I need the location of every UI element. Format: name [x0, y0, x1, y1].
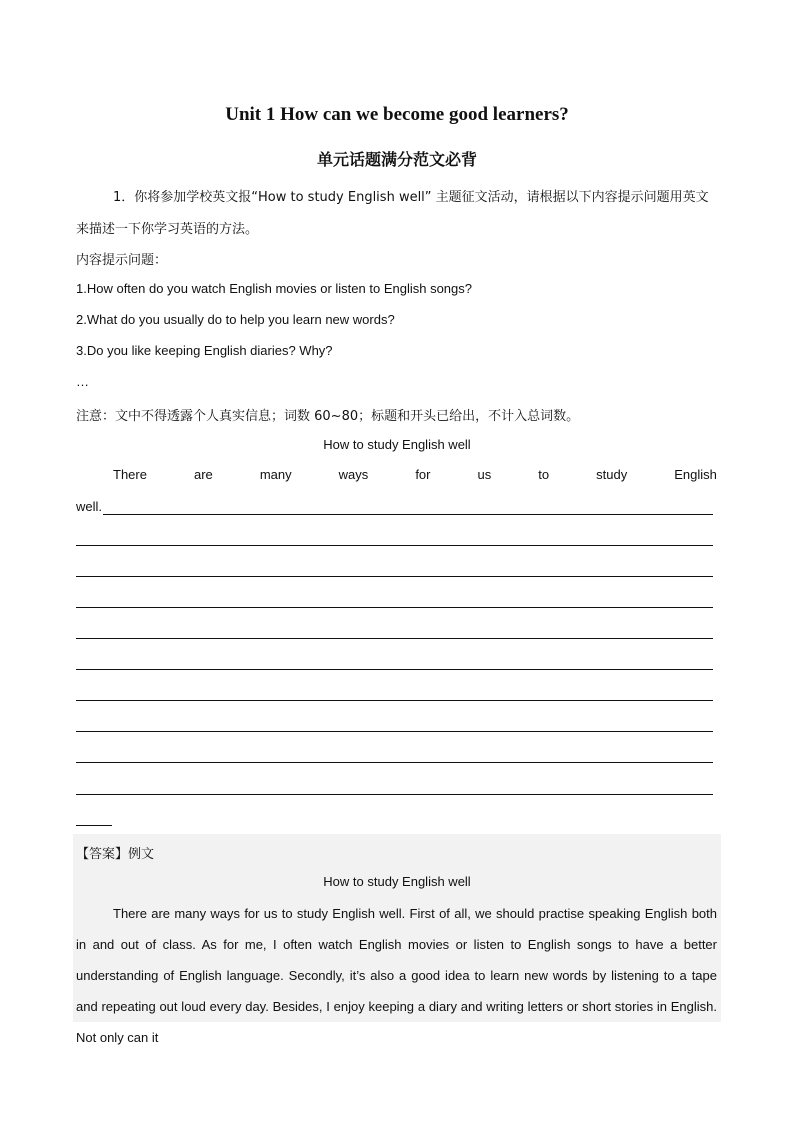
- answer-line[interactable]: [76, 731, 713, 732]
- sample-essay-text: There are many ways for us to study English well. First of all, we should practise speaking English both in and out of class. As for me, I often watch English movies or listen to English songs to have a better understanding of English language. Secondly, it’s also a good idea to learn new words by listening to a tape and repeating out loud every day. Besides, I enjoy keeping a diary and writing letters or short stories in English. Not only can it: [76, 906, 717, 1045]
- essay-heading: How to study English well: [323, 437, 471, 452]
- answer-line[interactable]: [76, 762, 713, 763]
- prompt-heading: 内容提示问题：: [76, 253, 168, 268]
- prompt-question-2: 2.What do you usually do to help you learn new words?: [76, 312, 395, 327]
- opening-word: English: [674, 467, 717, 482]
- opening-word: are: [194, 467, 213, 482]
- opening-word: many: [259, 467, 292, 482]
- answer-line[interactable]: [103, 514, 713, 515]
- answer-line-end[interactable]: [76, 825, 112, 826]
- prompt-ellipsis: …: [76, 374, 89, 389]
- answer-line[interactable]: [76, 607, 713, 608]
- opening-word: ways: [338, 467, 369, 482]
- opening-word: to: [538, 467, 550, 482]
- answer-line[interactable]: [76, 576, 713, 577]
- sample-essay-heading: How to study English well: [323, 874, 471, 889]
- answer-line[interactable]: [76, 669, 713, 670]
- task-instruction-line-2: 来描述一下你学习英语的方法。: [76, 222, 259, 237]
- essay-opening-sentence: [113, 467, 717, 482]
- opening-word: There: [113, 467, 147, 482]
- answer-line[interactable]: [76, 638, 713, 639]
- opening-word: us: [477, 467, 492, 482]
- answer-line[interactable]: [76, 700, 713, 701]
- answer-line[interactable]: [76, 545, 713, 546]
- prompt-question-1: 1.How often do you watch English movies or listen to English songs?: [76, 281, 472, 296]
- opening-word: study: [596, 467, 628, 482]
- opening-end-word: well.: [76, 499, 103, 514]
- task-instruction-line-1: 1．你将参加学校英文报“How to study English well” 主题征文活动，请根据以下内容提示问题用英文: [113, 190, 709, 205]
- prompt-question-3: 3.Do you like keeping English diaries? Why?: [76, 343, 333, 358]
- page-title: Unit 1 How can we become good learners?: [225, 104, 569, 125]
- opening-word: for: [415, 467, 431, 482]
- answer-label: 【答案】例文: [76, 847, 155, 862]
- writing-note: 注意：文中不得透露个人真实信息；词数 60~80；标题和开头已给出，不计入总词数。: [76, 409, 580, 424]
- page-subtitle: 单元话题满分范文必背: [316, 150, 477, 169]
- answer-line[interactable]: [76, 794, 713, 795]
